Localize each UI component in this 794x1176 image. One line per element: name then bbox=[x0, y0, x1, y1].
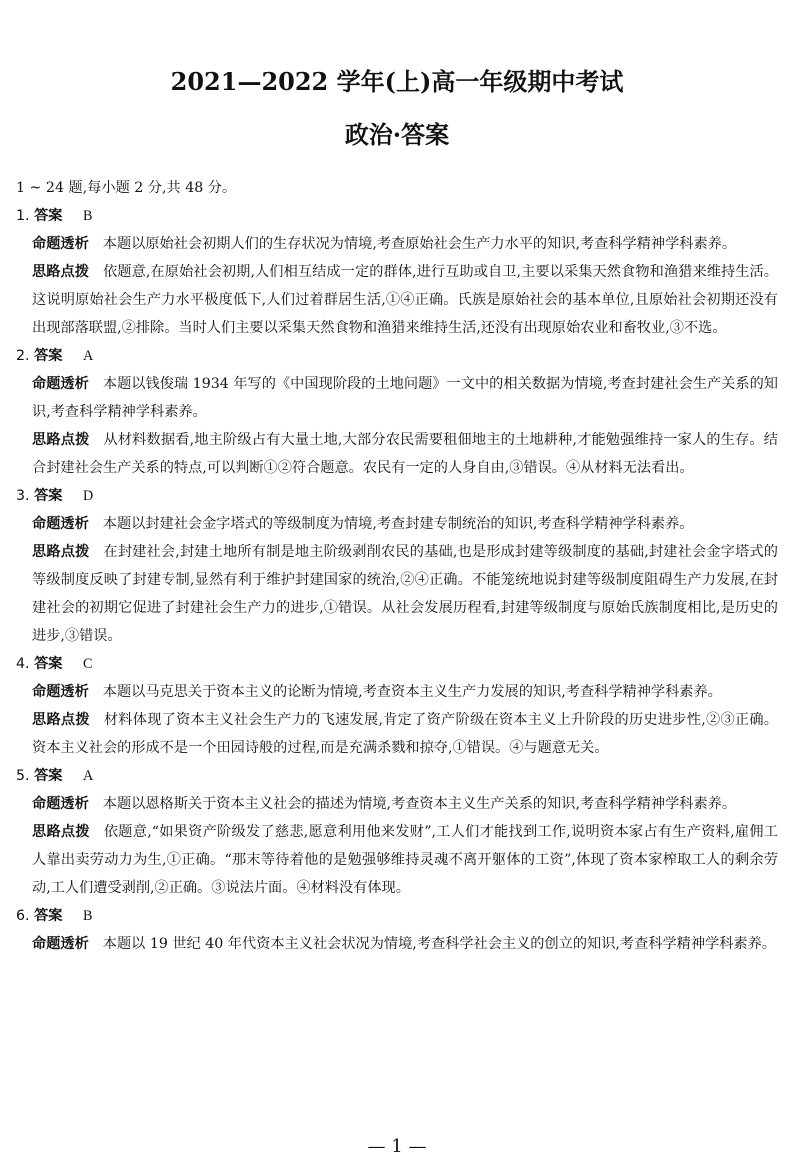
analysis-label: 命题透析 bbox=[32, 796, 89, 812]
hint-text: 从材料数据看,地主阶级占有大量土地,大部分农民需要租佃地主的土地耕种,才能勉强维持一家人的生存。结合封建社会生产关系的特点,可以判断①②符合题意。农民有一定的人身自由,③错误。④从材料无法看出。 bbox=[32, 432, 778, 476]
question-block bbox=[16, 762, 778, 902]
hint-paragraph bbox=[16, 706, 778, 762]
analysis-paragraph bbox=[16, 930, 778, 958]
analysis-text: 本题以恩格斯关于资本主义社会的描述为情境,考查资本主义生产关系的知识,考查科学精神学科素养。 bbox=[102, 796, 737, 812]
question-number: 5. bbox=[16, 768, 30, 784]
answer-value: B bbox=[82, 208, 93, 224]
question-number: 1. bbox=[16, 208, 30, 224]
analysis-text: 本题以封建社会金字塔式的等级制度为情境,考查封建专制统治的知识,考查科学精神学科素养。 bbox=[102, 516, 694, 532]
hint-text: 在封建社会,封建土地所有制是地主阶级剥削农民的基础,也是形成封建等级制度的基础,封建社会金字塔式的等级制度反映了封建专制,显然有利于维护封建国家的统治,②④正确。不能笼统地说封建等级制度阻碍生产力发展,在封建社会的初期它促进了封建社会生产力的进步,①错误。从社会发展历程看,封建等级制度与原始氏族制度相比,是历史的进步,③错误。 bbox=[32, 544, 778, 644]
answer-line bbox=[16, 482, 778, 510]
hint-label: 思路点拨 bbox=[32, 432, 90, 448]
analysis-paragraph bbox=[16, 230, 778, 258]
question-block bbox=[16, 650, 778, 762]
hint-label: 思路点拨 bbox=[32, 264, 90, 280]
answer-label: 答案 bbox=[34, 656, 63, 672]
question-number: 4. bbox=[16, 656, 30, 672]
analysis-paragraph bbox=[16, 678, 778, 706]
hint-paragraph bbox=[16, 426, 778, 482]
hint-paragraph bbox=[16, 258, 778, 342]
analysis-label: 命题透析 bbox=[32, 936, 89, 952]
answer-label: 答案 bbox=[34, 488, 63, 504]
answer-label: 答案 bbox=[34, 908, 63, 924]
question-block bbox=[16, 202, 778, 342]
analysis-label: 命题透析 bbox=[32, 516, 89, 532]
answer-label: 答案 bbox=[34, 348, 63, 364]
answer-line bbox=[16, 202, 778, 230]
analysis-label: 命题透析 bbox=[32, 684, 89, 700]
page-subtitle: 政治·答案 bbox=[344, 120, 450, 149]
analysis-label: 命题透析 bbox=[32, 376, 89, 392]
section-intro: 1 ~ 24 题,每小题 2 分,共 48 分。 bbox=[16, 180, 237, 196]
answer-content bbox=[16, 174, 778, 958]
answer-value: C bbox=[82, 656, 93, 672]
hint-paragraph bbox=[16, 818, 778, 902]
analysis-label: 命题透析 bbox=[32, 236, 89, 252]
analysis-paragraph bbox=[16, 790, 778, 818]
page-number: — 1 — bbox=[367, 1136, 427, 1157]
answer-value: D bbox=[82, 488, 94, 504]
question-block bbox=[16, 342, 778, 482]
hint-label: 思路点拨 bbox=[32, 824, 90, 840]
question-block bbox=[16, 482, 778, 650]
hint-label: 思路点拨 bbox=[32, 712, 90, 728]
hint-text: 材料体现了资本主义社会生产力的飞速发展,肯定了资产阶级在资本主义上升阶段的历史进步性,②③正确。资本主义社会的形成不是一个田园诗般的过程,而是充满杀戮和掠夺,①错误。④与题意无关。 bbox=[32, 712, 778, 756]
analysis-text: 本题以 19 世纪 40 年代资本主义社会状况为情境,考查科学社会主义的创立的知识,考查科学精神学科素养。 bbox=[102, 936, 776, 952]
analysis-text: 本题以钱俊瑞 1934 年写的《中国现阶段的土地问题》一文中的相关数据为情境,考查封建社会生产关系的知识,考查科学精神学科素养。 bbox=[32, 376, 778, 420]
analysis-text: 本题以马克思关于资本主义的论断为情境,考查资本主义生产力发展的知识,考查科学精神学科素养。 bbox=[102, 684, 722, 700]
question-number: 2. bbox=[16, 348, 30, 364]
analysis-text: 本题以原始社会初期人们的生存状况为情境,考查原始社会生产力水平的知识,考查科学精神学科素养。 bbox=[102, 236, 737, 252]
hint-paragraph bbox=[16, 538, 778, 650]
answer-line bbox=[16, 650, 778, 678]
hint-text: 依题意,“如果资产阶级发了慈悲,愿意利用他来发财”,工人们才能找到工作,说明资本家占有生产资料,雇佣工人靠出卖劳动力为生,①正确。“那末等待着他的是勉强够维持灵魂不离开躯体的工资”,体现了资本家榨取工人的剩余劳动,工人们遭受剥削,②正确。③说法片面。④材料没有体现。 bbox=[32, 824, 778, 896]
question-number: 3. bbox=[16, 488, 30, 504]
analysis-paragraph bbox=[16, 510, 778, 538]
answer-line bbox=[16, 902, 778, 930]
question-block bbox=[16, 902, 778, 958]
hint-text: 依题意,在原始社会初期,人们相互结成一定的群体,进行互助或自卫,主要以采集天然食物和渔猎来维持生活。这说明原始社会生产力水平极度低下,人们过着群居生活,①④正确。氏族是原始社会的基本单位,且原始社会初期还没有出现部落联盟,②排除。当时人们主要以采集天然食物和渔猎来维持生活,还没有出现原始农业和畜牧业,③不选。 bbox=[32, 264, 778, 336]
answer-label: 答案 bbox=[34, 768, 63, 784]
answer-value: A bbox=[82, 768, 94, 784]
answer-value: B bbox=[82, 908, 93, 924]
answer-line bbox=[16, 762, 778, 790]
hint-label: 思路点拨 bbox=[32, 544, 90, 560]
answer-label: 答案 bbox=[34, 208, 63, 224]
question-number: 6. bbox=[16, 908, 30, 924]
answer-value: A bbox=[82, 348, 94, 364]
analysis-paragraph bbox=[16, 370, 778, 426]
answer-line bbox=[16, 342, 778, 370]
page-title: 2021—2022 学年(上)高一年级期中考试 bbox=[170, 67, 624, 96]
